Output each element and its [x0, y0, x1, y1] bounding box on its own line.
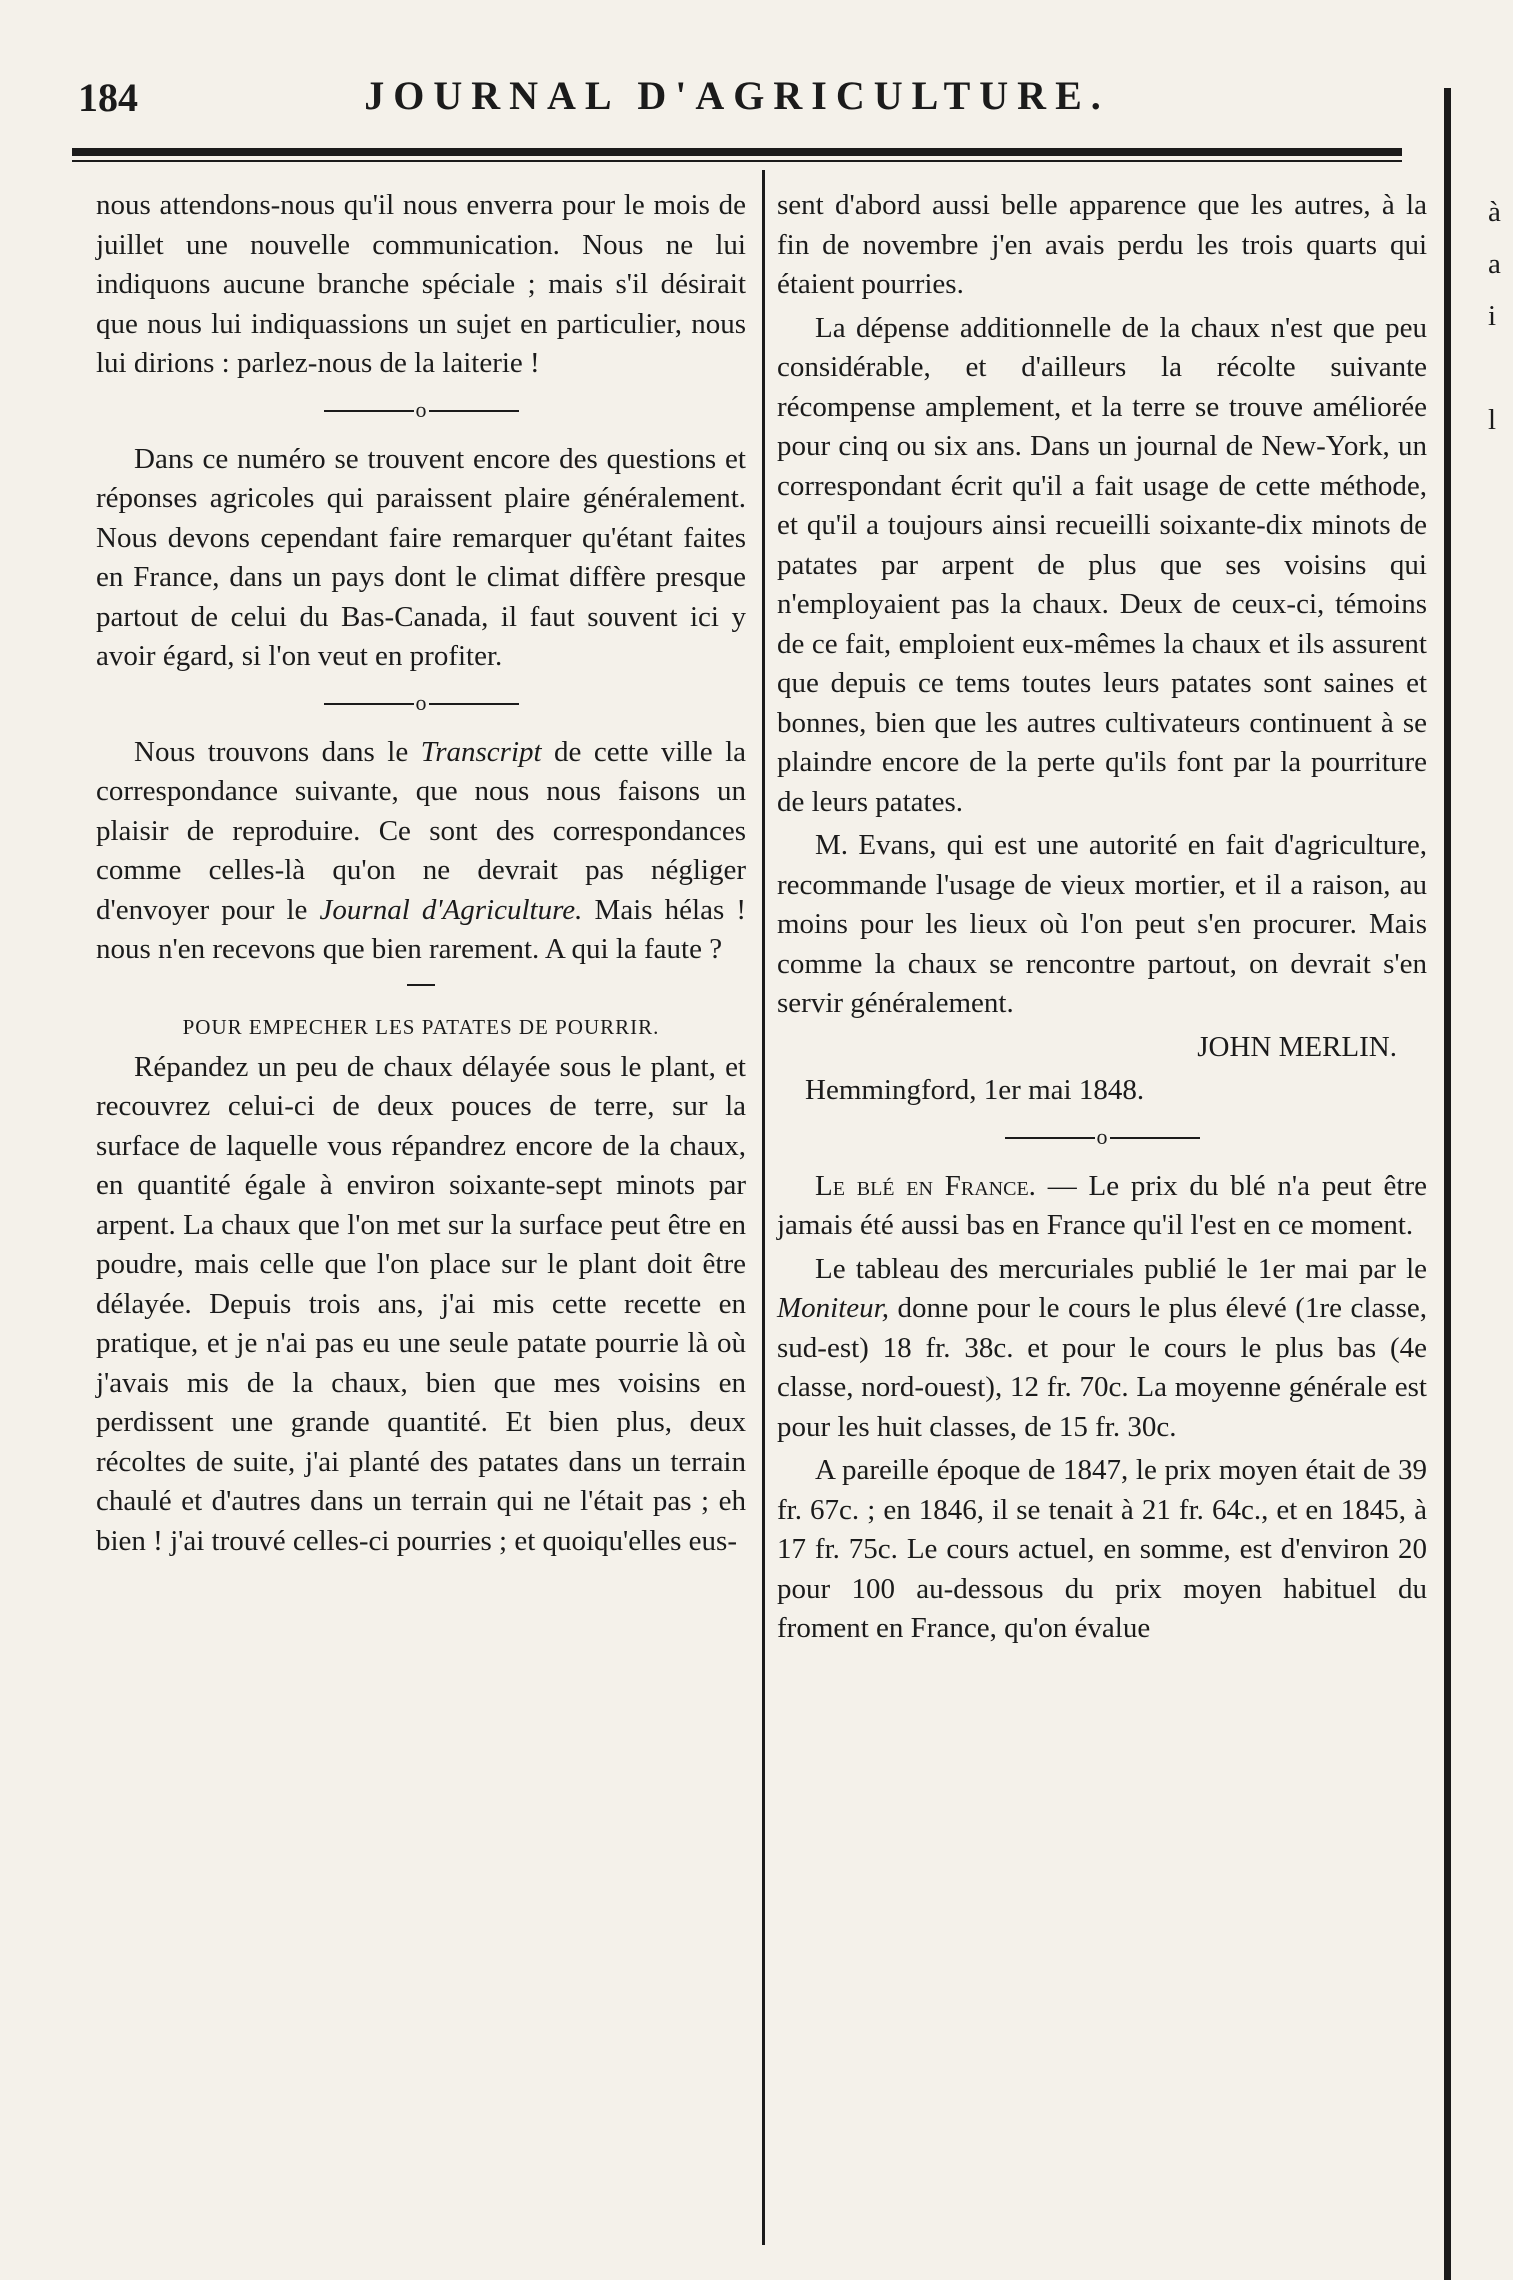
transcript-italic: Transcript [420, 735, 542, 768]
paragraph-continuation: nous attendons-nous qu'il nous enverra pour le mois de juillet une nouvelle communication. Nous ne lui indiquons aucune branche spéciale ; mais s'il désirait que nous lui indiquassions un sujet en particulier, nous lui dirions : parlez-nous de la laiterie ! [96, 189, 746, 379]
article-heading: POUR EMPECHER LES PATATES DE POURRIR. [182, 1014, 660, 1039]
margin-fragment: i [1488, 300, 1497, 332]
margin-fragment: à [1488, 196, 1501, 228]
right-column [777, 186, 1427, 1653]
paragraph-evans: M. Evans, qui est une autorité en fait d'agriculture, recommande l'usage de vieux mortier, et il a raison, au moins pour les lieux où l'on peut s'en procurer. Mais comme la chaux se rencontre partout, on devrait s'en servir généralement. [777, 829, 1427, 1019]
section-separator: o [96, 398, 746, 422]
margin-fragment: a [1488, 248, 1501, 280]
journal-italic: Journal d'Agriculture. [319, 893, 583, 926]
margin-fragment [1488, 342, 1512, 394]
page-edge-border [1444, 88, 1451, 2280]
header-rule-thin [72, 160, 1402, 162]
paragraph-questions: Dans ce numéro se trouvent encore des questions et réponses agricoles qui paraissent plaire généralement. Nous devons cependant faire remarquer qu'étant faites en France, dans un pays dont le climat diffère presque partout de celui du Bas-Canada, il faut souvent ici y avoir égard, si l'on veut en profiter. [96, 442, 746, 672]
moniteur-italic: Moniteur, [777, 1292, 889, 1324]
dateline: Hemmingford, 1er mai 1848. [805, 1074, 1145, 1106]
adjacent-page-fragments [1488, 186, 1512, 446]
header-rule-thick [72, 148, 1402, 156]
paragraph-mercuriales: Le tableau des mercuriales publié le 1er mai par le Moniteur, donne pour le cours le plus élevé (1re classe, sud-est) 18 fr. 38c. et pour le cours le plus bas (4e classe, nord-ouest), 12 fr. 70c. La moyenne générale est pour les huit classes, de 15 fr. 30c. [777, 1252, 1427, 1443]
margin-fragment: l [1488, 404, 1497, 436]
section-separator: o [777, 1125, 1427, 1149]
paragraph-prices: A pareille époque de 1847, le prix moyen était de 39 fr. 67c. ; en 1846, il se tenait à 21 fr. 64c., et en 1845, à 17 fr. 75c. Le cours actuel, en somme, est d'environ 20 pour 100 au-dessous du prix moyen habituel du froment en France, qu'on évalue [777, 1454, 1427, 1644]
signature: JOHN MERLIN. [1197, 1030, 1397, 1063]
page-number: 184 [78, 75, 138, 120]
paragraph-wheat-france: Le blé en France. — Le prix du blé n'a peut être jamais été aussi bas en France qu'il l'est en ce moment. [777, 1169, 1427, 1241]
journal-title: JOURNAL D'AGRICULTURE. [364, 73, 1110, 118]
left-column [96, 186, 746, 1565]
wheat-heading: Le blé en France. [815, 1169, 1036, 1202]
section-separator: o [96, 691, 746, 715]
short-rule [407, 984, 435, 986]
paragraph-lime-cost: La dépense additionnelle de la chaux n'est que peu considérable, et d'ailleurs la récolte suivante récompense amplement, et la terre se trouve améliorée pour cinq ou six ans. Dans un journal de New-York, un correspondant écrit qu'il a fait usage de cette méthode, et qu'il a toujours ainsi recueilli soixante-dix minots de patates par arpent de plus que ses voisins qui n'employaient pas la chaux. Deux de ceux-ci, témoins de ce fait, emploient eux-mêmes la chaux et ils assurent que depuis ce tems toutes leurs patates sont saines et bonnes, bien que les autres cultivateurs continuent à se plaindre encore de la perte qu'ils font par la pourriture de leurs patates. [777, 311, 1427, 818]
paragraph-continuation: sent d'abord aussi belle apparence que les autres, à la fin de novembre j'en avais perdu les trois quarts qui étaient pourries. [777, 189, 1427, 300]
column-divider [762, 170, 765, 2245]
paragraph-lime-recipe: Répandez un peu de chaux délayée sous le plant, et recouvrez celui-ci de deux pouces de terre, sur la surface de laquelle vous répandrez encore de la chaux, en quantité égale à environ soixante-sept minots par arpent. La chaux que l'on met sur la surface peut être en poudre, mais celle que l'on place sur le plant doit être délayée. Depuis trois ans, j'ai mis cette recette en pratique, et je n'ai pas eu une seule patate pourrie là où j'avais mis de la chaux, bien que mes voisins en perdissent une grande quantité. Et bien plus, deux récoltes de suite, j'ai planté des patates dans un terrain chaulé et d'autres dans un terrain qui ne l'était pas ; eh bien ! j'ai trouvé celles-ci pourries ; et quoiqu'elles eus- [96, 1050, 746, 1557]
paragraph-transcript: Nous trouvons dans le Transcript de cette ville la correspondance suivante, que nous nous faisons un plaisir de reproduire. Ce sont des correspondances comme celles-là qu'on ne devrait pas négliger d'envoyer pour le Journal d'Agriculture. Mais hélas ! nous n'en recevons que bien rarement. A qui la faute ? [96, 735, 746, 965]
page-header [72, 60, 1402, 130]
